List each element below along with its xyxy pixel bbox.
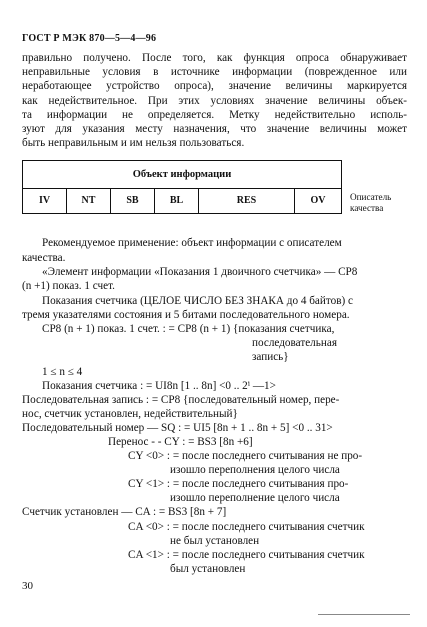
text-line: CA <1> : = после последнего считывания счетчик <box>128 549 365 561</box>
table-note <box>350 192 391 214</box>
text-line: качества. <box>22 252 66 264</box>
table-cell-res: RES <box>199 188 295 214</box>
scan-artifact-line <box>318 614 410 615</box>
text-line: изошло переполнения целого числа <box>170 464 340 476</box>
table-cell-bl: BL <box>155 188 199 214</box>
text-line: Показания счетчика : = UI8n [1 .. 8n] <0 .. 2ⁱ —1> <box>42 380 276 392</box>
text-line: «Элемент информации «Показания 1 двоичного счетчика» — CP8 <box>42 266 358 278</box>
text-line: Последовательная запись : = CP8 {последовательный номер, пере- <box>22 394 340 406</box>
text-line: изошло переполнение целого числа <box>170 492 340 504</box>
table-title: Объект информации <box>23 161 341 189</box>
text-line: CP8 (n + 1) показ. 1 счет. : = CP8 (n + 1) {показания счетчика, <box>42 323 335 335</box>
text-line: Рекомендуемое применение: объект информации с описателем <box>42 237 342 249</box>
paragraph-line: быть неправильным и им нельзя пользоваться. <box>22 137 245 150</box>
table-note-line: качества <box>350 203 384 213</box>
paragraph-line: как недействительное. При этих условиях значение величины объек- <box>22 94 407 107</box>
info-object-table <box>22 160 342 214</box>
text-line: запись} <box>252 351 289 363</box>
text-line: (n +1) показ. 1 счет. <box>22 280 115 292</box>
text-line: последовательная <box>252 337 337 349</box>
text-line: CY <0> : = после последнего считывания не про- <box>128 450 363 462</box>
paragraph-line: правильно получено. После того, как функция опроса обнаруживает <box>22 52 407 64</box>
table-cell-ov: OV <box>310 195 326 206</box>
page-header: ГОСТ Р МЭК 870—5—4—96 <box>22 33 157 44</box>
text-line: Последовательный номер — SQ : = UI5 [8n + 1 .. 8n + 5] <0 .. 31> <box>22 422 333 434</box>
text-line: был установлен <box>170 563 246 575</box>
text-line: Показания счетчика (ЦЕЛОЕ ЧИСЛО БЕЗ ЗНАКА до 4 байтов) с <box>42 295 353 307</box>
page-number: 30 <box>22 580 33 592</box>
text-line: Перенос - - CY : = BS3 [8n +6] <box>108 436 253 448</box>
paragraph-line: зуют для указания месту назначения, что значение величины может <box>22 123 407 136</box>
text-line: CA <0> : = после последнего считывания счетчик <box>128 521 365 533</box>
text-line: не был установлен <box>170 535 260 547</box>
text-line: тремя указателями состояния и 5 битами последовательного номера. <box>22 309 350 321</box>
paragraph-line: та информации не определяется. Метку недействительно исполь- <box>22 108 407 121</box>
table-cell-nt: NT <box>67 188 111 214</box>
text-line: 1 ≤ n ≤ 4 <box>42 366 83 378</box>
text-line: Счетчик установлен — CA : = BS3 [8n + 7] <box>22 506 227 518</box>
paragraph-line: неправильные условия в источнике информации (поврежденное или <box>22 66 407 79</box>
paragraph-line: неработающее устройство опроса), значение величины маркируется <box>22 80 407 93</box>
intro-paragraph <box>22 51 407 150</box>
text-line: нос, счетчик установлен, недействительный} <box>22 408 238 420</box>
text-line: CY <1> : = после последнего считывания про- <box>128 478 349 490</box>
table-note-line: Описатель <box>350 192 392 202</box>
table-cell-iv: IV <box>23 188 67 214</box>
table-cell-sb: SB <box>111 188 155 214</box>
